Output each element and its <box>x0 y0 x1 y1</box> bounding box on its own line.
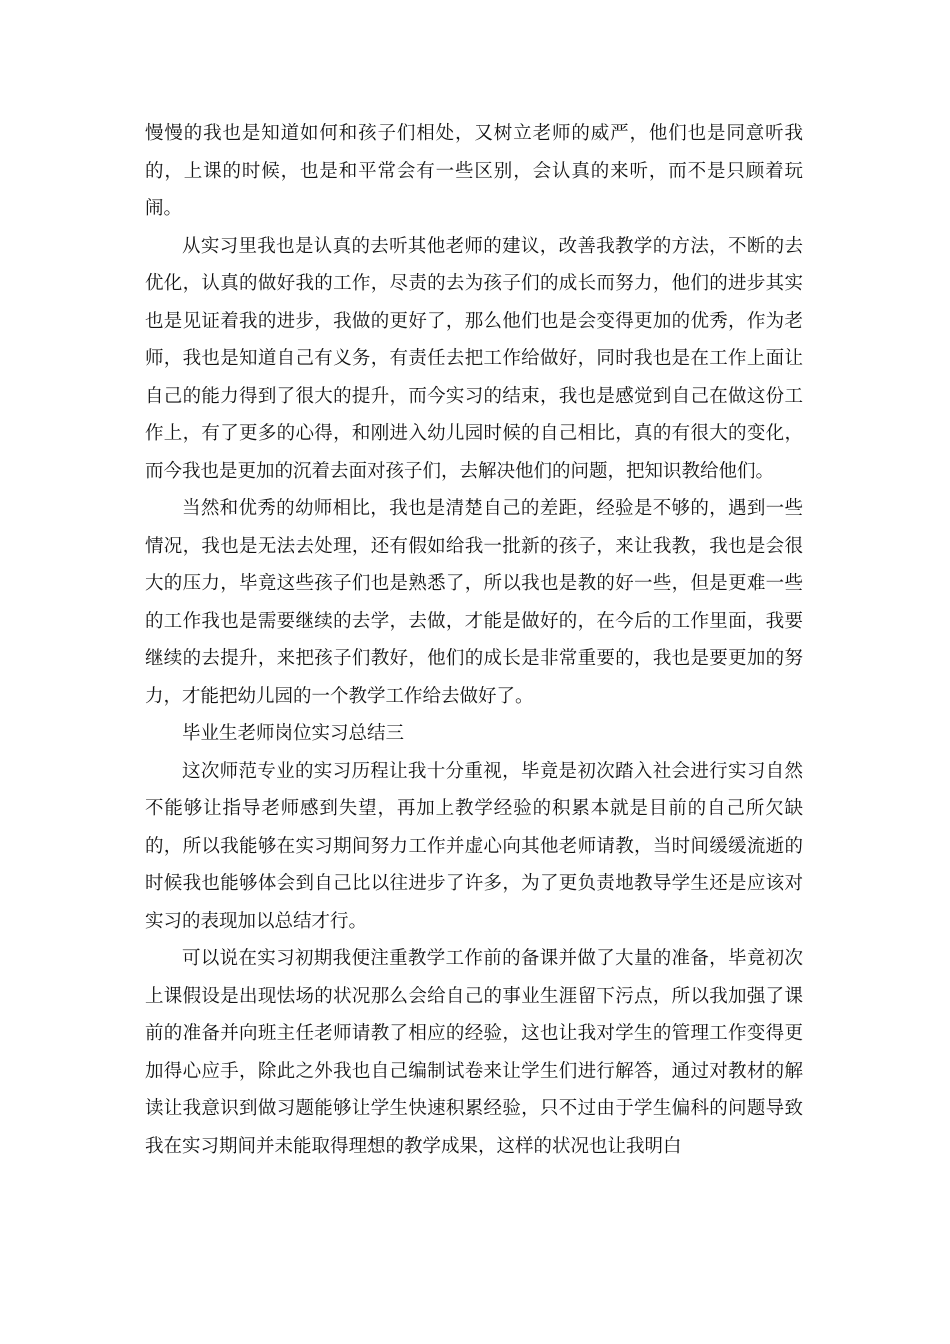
document-body <box>145 115 803 1165</box>
paragraph-2: 从实习里我也是认真的去听其他老师的建议，改善我教学的方法，不断的去优化，认真的做好我的工作，尽责的去为孩子们的成长而努力，他们的进步其实也是见证着我的进步，我做的更好了，那么他们也是会变得更加的优秀，作为老师，我也是知道自己有义务，有责任去把工作给做好，同时我也是在工作上面让自己的能力得到了很大的提升，而今实习的结束，我也是感觉到自己在做这份工作上，有了更多的心得，和刚进入幼儿园时候的自己相比，真的有很大的变化，而今我也是更加的沉着去面对孩子们，去解决他们的问题，把知识教给他们。 <box>145 235 803 482</box>
paragraph-4: 这次师范专业的实习历程让我十分重视，毕竟是初次踏入社会进行实习自然不能够让指导老师感到失望，再加上教学经验的积累本就是目前的自己所欠缺的，所以我能够在实习期间努力工作并虚心向其他老师请教，当时间缓缓流逝的时候我也能够体会到自己比以往进步了许多，为了更负责地教导学生还是应该对实习的表现加以总结才行。 <box>145 760 803 932</box>
paragraph-1: 慢慢的我也是知道如何和孩子们相处，又树立老师的威严，他们也是同意听我的，上课的时候，也是和平常会有一些区别，会认真的来听，而不是只顾着玩闹。 <box>145 123 803 219</box>
section-heading: 毕业生老师岗位实习总结三 <box>182 723 405 744</box>
paragraph-5: 可以说在实习初期我便注重教学工作前的备课并做了大量的准备，毕竟初次上课假设是出现怯场的状况那么会给自己的事业生涯留下污点，所以我加强了课前的准备并向班主任老师请教了相应的经验，这也让我对学生的管理工作变得更加得心应手，除此之外我也自己编制试卷来让学生们进行解答，通过对教材的解读让我意识到做习题能够让学生快速积累经验，只不过由于学生偏科的问题导致我在实习期间并未能取得理想的教学成果，这样的状况也让我明白 <box>145 948 803 1157</box>
paragraph-3: 当然和优秀的幼师相比，我也是清楚自己的差距，经验是不够的，遇到一些情况，我也是无法去处理，还有假如给我一批新的孩子，来让我教，我也是会很大的压力，毕竟这些孩子们也是熟悉了，所以我也是教的好一些，但是更难一些的工作我也是需要继续的去学，去做，才能是做好的，在今后的工作里面，我要继续的去提升，来把孩子们教好，他们的成长是非常重要的，我也是要更加的努力，才能把幼儿园的一个教学工作给去做好了。 <box>145 498 803 707</box>
